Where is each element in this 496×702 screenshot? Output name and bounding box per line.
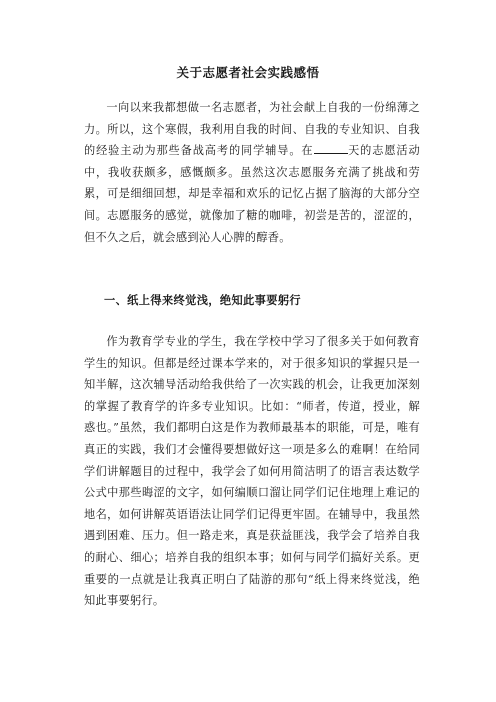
intro-text-after-blank: 天的志愿活动中，我收获颇多，感慨颇多。虽然这次志愿服务充满了挑战和劳累，可是细细回想，却是幸福和欢乐的记忆占据了脑海的大部分空间。志愿服务的感觉，就像加了糖的咖啡，初尝是苦的，涩涩的，但不久之后，就会感到沁人心脾的醇香。	[84, 144, 420, 244]
document-title: 关于志愿者社会实践感悟	[176, 65, 320, 80]
section-paragraph: 作为教育学专业的学生，我在学校中学习了很多关于如何教育学生的知识。但都是经过课本学来的，对于很多知识的掌握只是一知半解，这次辅导活动给我供给了一次实践的机会，让我更加深刻的掌握了教育学的许多专业知识。比如：“师者，传道，授业，解惑也。”虽然，我们都明白这是作为教师最基本的职能，可是，唯有真正的实践，我们才会懂得要想做好这一项是多么的难啊！在给同学们讲解题目的过程中，我学会了如何用简洁明了的语言表达数学公式中那些晦涩的文字，如何编顺口溜让同学们记住地理上难记的地名，如何讲解英语语法让同学们记得更牢固。在辅导中，我虽然遇到困难、压力。但一路走来，真是获益匪浅，我学会了培养自我的耐心、细心；培养自我的组织本事；如何与同学们搞好关系。更重要的一点就是让我真正明白了陆游的那句“纸上得来终觉浅，绝知此事要躬行。	[84, 335, 420, 608]
section-heading: 一、纸上得来终觉浅，绝知此事要躬行	[104, 294, 301, 307]
intro-text-before-blank: 一向以来我都想做一名志愿者，为社会献上自我的一份绵薄之力。所以，这个寒假，我利用自我的时间、自我的专业知识、自我的经验主动为那些备战高考的同学辅导。在	[84, 101, 420, 158]
fill-in-blank-line	[314, 141, 348, 154]
intro-paragraph	[84, 97, 420, 248]
